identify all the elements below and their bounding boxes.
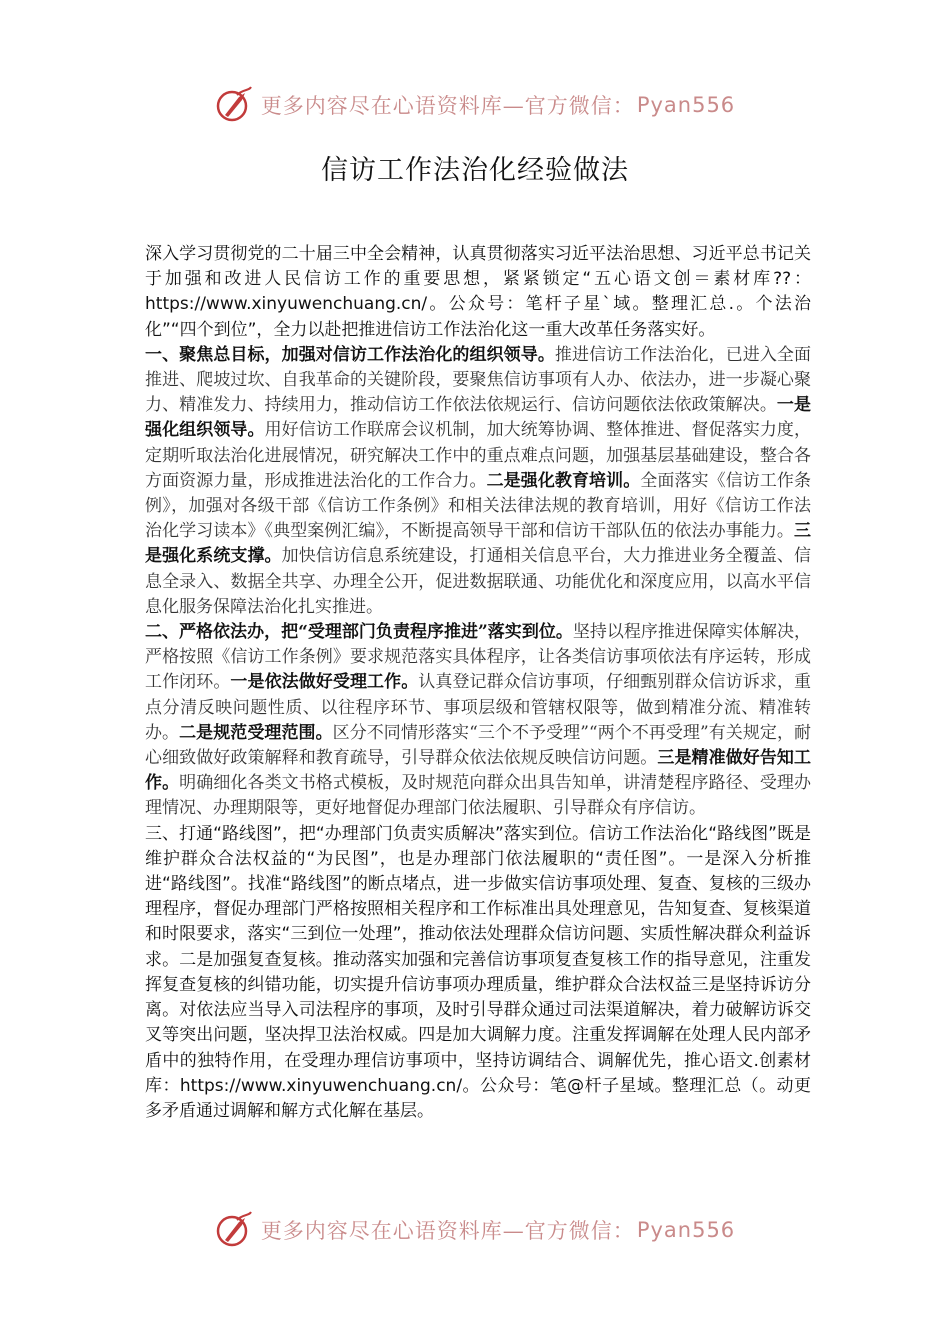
section-2-text-4: 明确细化各类文书格式模板，及时规范向群众出具告知单，讲清楚程序路径、受理办理情况、办理期限等，更好地督促办理部门依法履职、引导群众有序信访。 <box>145 773 812 819</box>
section-1-point-3: 三是强化系统支撑。 <box>145 521 811 567</box>
intro-paragraph: 深入学习贯彻党的二十届三中全会精神，认真贯彻落实习近平法治思想、习近平总书记关于加强和改进人民信访工作的重要思想，紧紧锁定“五心语文创＝素材库??：https://www.xinyuwenchuang.cn/。公众号：笔杆子星`域。整理汇总.。个法治化”“四个到位”，全力以赴把推进信访工作法治化这一重大改革任务落实好。 <box>145 244 811 340</box>
pen-nib-logo-icon <box>215 85 255 125</box>
section-2-point-1: 一是依法做好受理工作。 <box>230 672 419 693</box>
watermark-wechat-id: Pyan556 <box>636 93 736 117</box>
watermark-wechat-id: Pyan556 <box>636 1218 736 1242</box>
section-1-point-2: 二是强化教育培训。 <box>486 470 641 491</box>
section-2-text-2: 认真登记群众信访事项，仔细甄别群众信访诉求，重点分清反映问题性质、以往程序环节、事项层级和管辖权限等，做到精准分流、精准转办。 <box>145 672 812 743</box>
section-2-paragraph <box>145 620 811 822</box>
watermark-text: 更多内容尽在心语资料库—官方微信： <box>260 94 635 118</box>
watermark-text: 更多内容尽在心语资料库—官方微信： <box>260 1219 635 1243</box>
watermark-banner-bottom <box>0 1207 950 1253</box>
section-1-text-1: 推进信访工作法治化，已进入全面推进、爬坡过坎、自我革命的关键阶段，要聚焦信访事项有人办、依法办，进一步凝心聚力、精准发力、持续用力，推动信访工作依法依规运行、信访问题依法依政策解决。 <box>145 344 812 416</box>
section-2-point-2: 二是规范受理范围。 <box>179 722 333 743</box>
section-2-text-1: 坚持以程序推进保障实体解决，严格按照《信访工作条例》要求规范落实具体程序，让各类信访事项依法有序运转，形成工作闭环。 <box>145 622 812 693</box>
section-1-text-4: 加快信访信息系统建设，打通相关信息平台，大力推进业务全覆盖、信息全录入、数据全共享、办理全公开，促进数据联通、功能优化和深度应用，以高水平信息化服务保障法治化扎实推进。 <box>145 546 812 617</box>
document-body <box>145 242 811 1124</box>
pen-nib-logo-icon <box>215 1210 255 1250</box>
section-1-text-2: 用好信访工作联席会议机制，加大统筹协调、整体推进、督促落实力度，定期听取法治化进展情况，研究解决工作中的重点难点问题，加强基层基础建设，整合各方面资源力量，形成推进法治化的工作合力。 <box>145 420 812 491</box>
section-2-text-3: 区分不同情形落实“三个不予受理”“两个不再受理”有关规定，耐心细致做好政策解释和教育疏导，引导群众依法依规反映信访问题。 <box>145 722 812 769</box>
document-title: 信访工作法治化经验做法 <box>321 155 629 186</box>
section-1-paragraph <box>145 343 811 620</box>
section-2-point-3: 三是精准做好告知工作。 <box>145 748 812 794</box>
section-1-point-1: 一是强化组织领导。 <box>145 395 812 441</box>
watermark-banner-top <box>0 82 950 128</box>
section-2-heading: 二、严格依法办，把“受理部门负责程序推进”落实到位。 <box>145 622 573 643</box>
section-3-paragraph: 三、打通“路线图”，把“办理部门负责实质解决”落实到位。信访工作法治化“路线图”既是维护群众合法权益的“为民图”，也是办理部门依法履职的“责任图”。一是深入分析推进“路线图”。找准“路线图”的断点堵点，进一步做实信访事项处理、复查、复核的三级办理程序，督促办理部门严格按照相关程序和工作标准出具处理意见，告知复查、复核渠道和时限要求，落实“三到位一处理”，推动依法处理群众信访问题、实质性解决群众利益诉求。二是加强复查复核。推动落实加强和完善信访事项复查复核工作的指导意见，注重发挥复查复核的纠错功能，切实提升信访事项办理质量，维护群众合法权益三是坚持诉访分离。对依法应当导入司法程序的事项，及时引导群众通过司法渠道解决，着力破解访诉交叉等突出问题，坚决捍卫法治权威。四是加大调解力度。注重发挥调解在处理人民内部矛盾中的独特作用，在受理办理信访事项中，坚持访调结合、调解优先，推心语文.创素材库：https://www.xinyuwenchuang.cn/。公众号：笔@杆子星域。整理汇总（。动更多矛盾通过调解和解方式化解在基层。 <box>145 823 811 1121</box>
section-1-text-3: 全面落实《信访工作条例》，加强对各级干部《信访工作条例》和相关法律法规的教育培训，用好《信访工作法治化学习读本》《典型案例汇编》，不断提高领导干部和信访干部队伍的依法办事能力。 <box>145 470 812 542</box>
section-1-heading: 一、聚焦总目标，加强对信访工作法治化的组织领导。 <box>145 344 555 365</box>
